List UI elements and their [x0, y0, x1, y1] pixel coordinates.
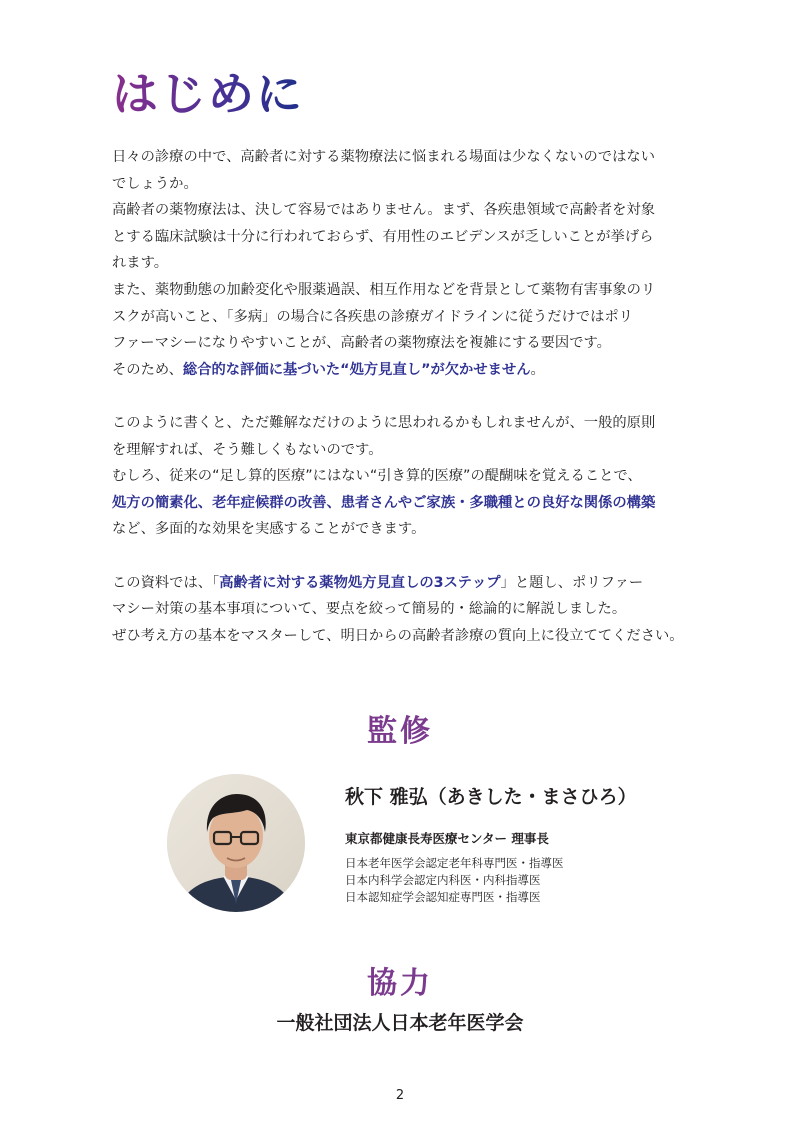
- highlight-text: 総合的な評価に基づいた“処方見直し”が欠かせません: [182, 361, 531, 378]
- portrait-image: [167, 774, 305, 912]
- cooperation-heading: 協力: [367, 966, 433, 1001]
- credential-list: [345, 855, 564, 906]
- highlight-text: 高齢者に対する薬物処方見直しの3ステップ: [219, 574, 501, 591]
- supervisor-photo: [167, 774, 305, 912]
- paragraph-line: ぜひ考え方の基本をマスターして、明日からの高齢者診療の質向上に役立ててください。: [112, 627, 684, 644]
- intro-body: [112, 144, 702, 649]
- paragraph-line: れます。: [112, 255, 169, 272]
- paragraph-line: マシー対策の基本事項について、要点を絞って簡易的・総論的に解説しました。: [112, 601, 627, 618]
- paragraph-line: スクが高いこと、「多病」の場合に各疾患の診療ガイドラインに従うだけではポリ: [112, 308, 633, 325]
- page-number: 2: [395, 1088, 405, 1103]
- paragraph-gap: [112, 543, 702, 570]
- cooperation-organization: 一般社団法人日本老年医学会: [276, 1012, 524, 1034]
- credential-item: 日本認知症学会認知症専門医・指導医: [345, 890, 541, 904]
- paragraph-line: このように書くと、ただ難解なだけのように思われるかもしれませんが、一般的原則: [112, 414, 656, 431]
- line-text: この資料では、「: [112, 574, 220, 591]
- paragraph-line: を理解すれば、そう難しくもないのです。: [112, 441, 383, 458]
- paragraph-line: など、多面的な効果を実感することができます。: [112, 521, 426, 538]
- page-title: はじめに: [112, 58, 304, 124]
- paragraph-line: むしろ、従来の“足し算的医療”にはない“引き算的医療”の醍醐味を覚えることで、: [112, 468, 642, 485]
- supervisor-name: 秋下 雅弘（あきした・まさひろ）: [345, 786, 637, 808]
- paragraph-line: [112, 357, 702, 384]
- paragraph-line: [112, 570, 702, 597]
- paragraph-line: でしょうか。: [112, 175, 198, 192]
- paragraph-line: とする臨床試験は十分に行われておらず、有用性のエビデンスが乏しいことが挙げら: [112, 228, 654, 245]
- credential-item: 日本老年医学会認定老年科専門医・指導医: [345, 856, 564, 870]
- supervisor-organization: 東京都健康長寿医療センター 理事長: [345, 831, 549, 846]
- paragraph-line: また、薬物動態の加齢変化や服薬過誤、相互作用などを背景として薬物有害事象のリ: [112, 281, 656, 298]
- paragraph-line: 日々の診療の中で、高齢者に対する薬物療法に悩まれる場面は少なくないのではない: [112, 149, 655, 165]
- paragraph-gap: [112, 383, 702, 410]
- line-text: 。: [530, 361, 545, 378]
- line-text: 」と題し、ポリファー: [500, 574, 644, 591]
- paragraph-line: ファーマシーになりやすいことが、高齢者の薬物療法を複雑にする要因です。: [112, 335, 611, 352]
- supervision-heading: 監修: [367, 714, 433, 749]
- paragraph-line: 高齢者の薬物療法は、決して容易ではありません。まず、各疾患領域で高齢者を対象: [112, 202, 655, 219]
- highlight-line: 処方の簡素化、老年症候群の改善、患者さんやご家族・多職種との良好な関係の構築: [112, 494, 656, 511]
- credential-item: 日本内科学会認定内科医・内科指導医: [345, 873, 541, 887]
- line-text: そのため、: [112, 361, 183, 378]
